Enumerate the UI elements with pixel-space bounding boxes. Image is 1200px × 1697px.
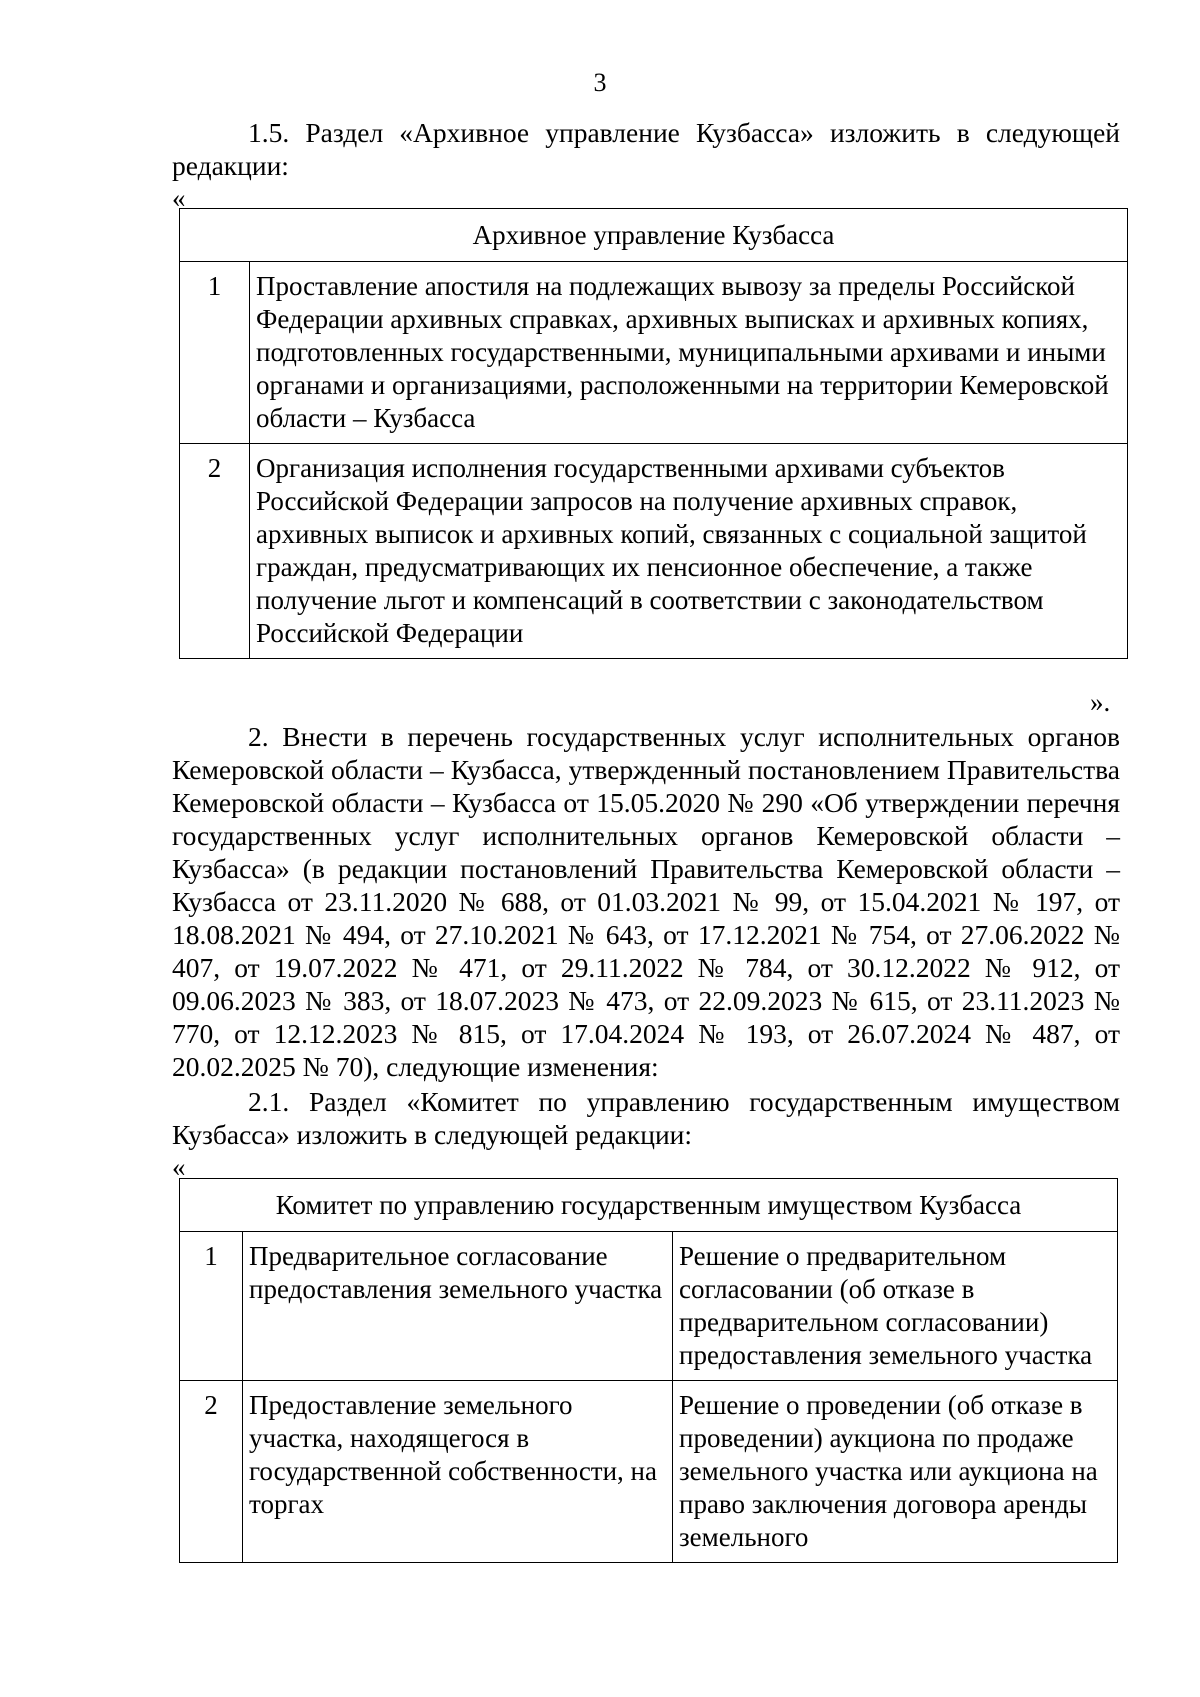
service-result: Решение о предварительном согласовании (об отказе в предварительном согласовании) предоставления земельного участка [673, 1232, 1118, 1381]
archive-services-table [179, 208, 1128, 659]
table-row [180, 1232, 1118, 1381]
service-name: Организация исполнения государственными архивами субъектов Российской Федерации запросов на получение архивных справок, архивных выписок и архивных копий, связанных с социальной защитой граждан, предусматривающих их пенсионное обеспечение, а также получение льгот и компенсаций в соответствии с законодательством Российской Федерации [250, 444, 1128, 659]
page-number: 3 [593, 68, 607, 97]
paragraph-1-5: 1.5. Раздел «Архивное управление Кузбасса» изложить в следующей редакции: [172, 117, 1120, 181]
table-header: Комитет по управлению государственным имуществом Кузбасса [180, 1179, 1118, 1232]
opening-quote-1: « [172, 183, 186, 213]
paragraph-2-1: 2.1. Раздел «Комитет по управлению государственным имуществом Кузбасса» изложить в следующей редакции: [172, 1086, 1120, 1150]
table-row [180, 444, 1128, 659]
property-committee-table [179, 1178, 1118, 1563]
row-number: 1 [180, 262, 250, 444]
closing-quote-1: ». [1090, 687, 1111, 717]
row-number: 2 [180, 1381, 243, 1563]
row-number: 1 [180, 1232, 243, 1381]
opening-quote-2: « [172, 1152, 186, 1182]
row-number: 2 [180, 444, 250, 659]
table-row [180, 262, 1128, 444]
table-header: Архивное управление Кузбасса [180, 209, 1128, 262]
service-result: Решение о проведении (об отказе в проведении) аукциона по продаже земельного участка или аукциона на право заключения договора аренды земельного [673, 1381, 1118, 1563]
service-name: Проставление апостиля на подлежащих вывозу за пределы Российской Федерации архивных справках, архивных выписках и архивных копиях, подготовленных государственными, муниципальными архивами и иными органами и организациями, расположенными на территории Кемеровской области – Кузбасса [250, 262, 1128, 444]
service-name: Предоставление земельного участка, находящегося в государственной собственности, на торгах [243, 1381, 673, 1563]
service-name: Предварительное согласование предоставления земельного участка [243, 1232, 673, 1381]
paragraph-2: 2. Внести в перечень государственных услуг исполнительных органов Кемеровской области – Кузбасса, утвержденный постановлением Правительства Кемеровской области – Кузбасса от 15.05.2020 № 290 «Об утверждении перечня государственных услуг исполнительных органов Кемеровской области – Кузбасса» (в редакции постановлений Правительства Кемеровской области – Кузбасса от 23.11.2020 № 688, от 01.03.2021 № 99, от 15.04.2021 № 197, от 18.08.2021 № 494, от 27.10.2021 № 643, от 17.12.2021 № 754, от 27.06.2022 № 407, от 19.07.2022 № 471, от 29.11.2022 № 784, от 30.12.2022 № 912, от 09.06.2023 № 383, от 18.07.2023 № 473, от 22.09.2023 № 615, от 23.11.2023 № 770, от 12.12.2023 № 815, от 17.04.2024 № 193, от 26.07.2024 № 487, от 20.02.2025 № 70), следующие изменения: [172, 721, 1120, 1082]
table-row [180, 1381, 1118, 1563]
